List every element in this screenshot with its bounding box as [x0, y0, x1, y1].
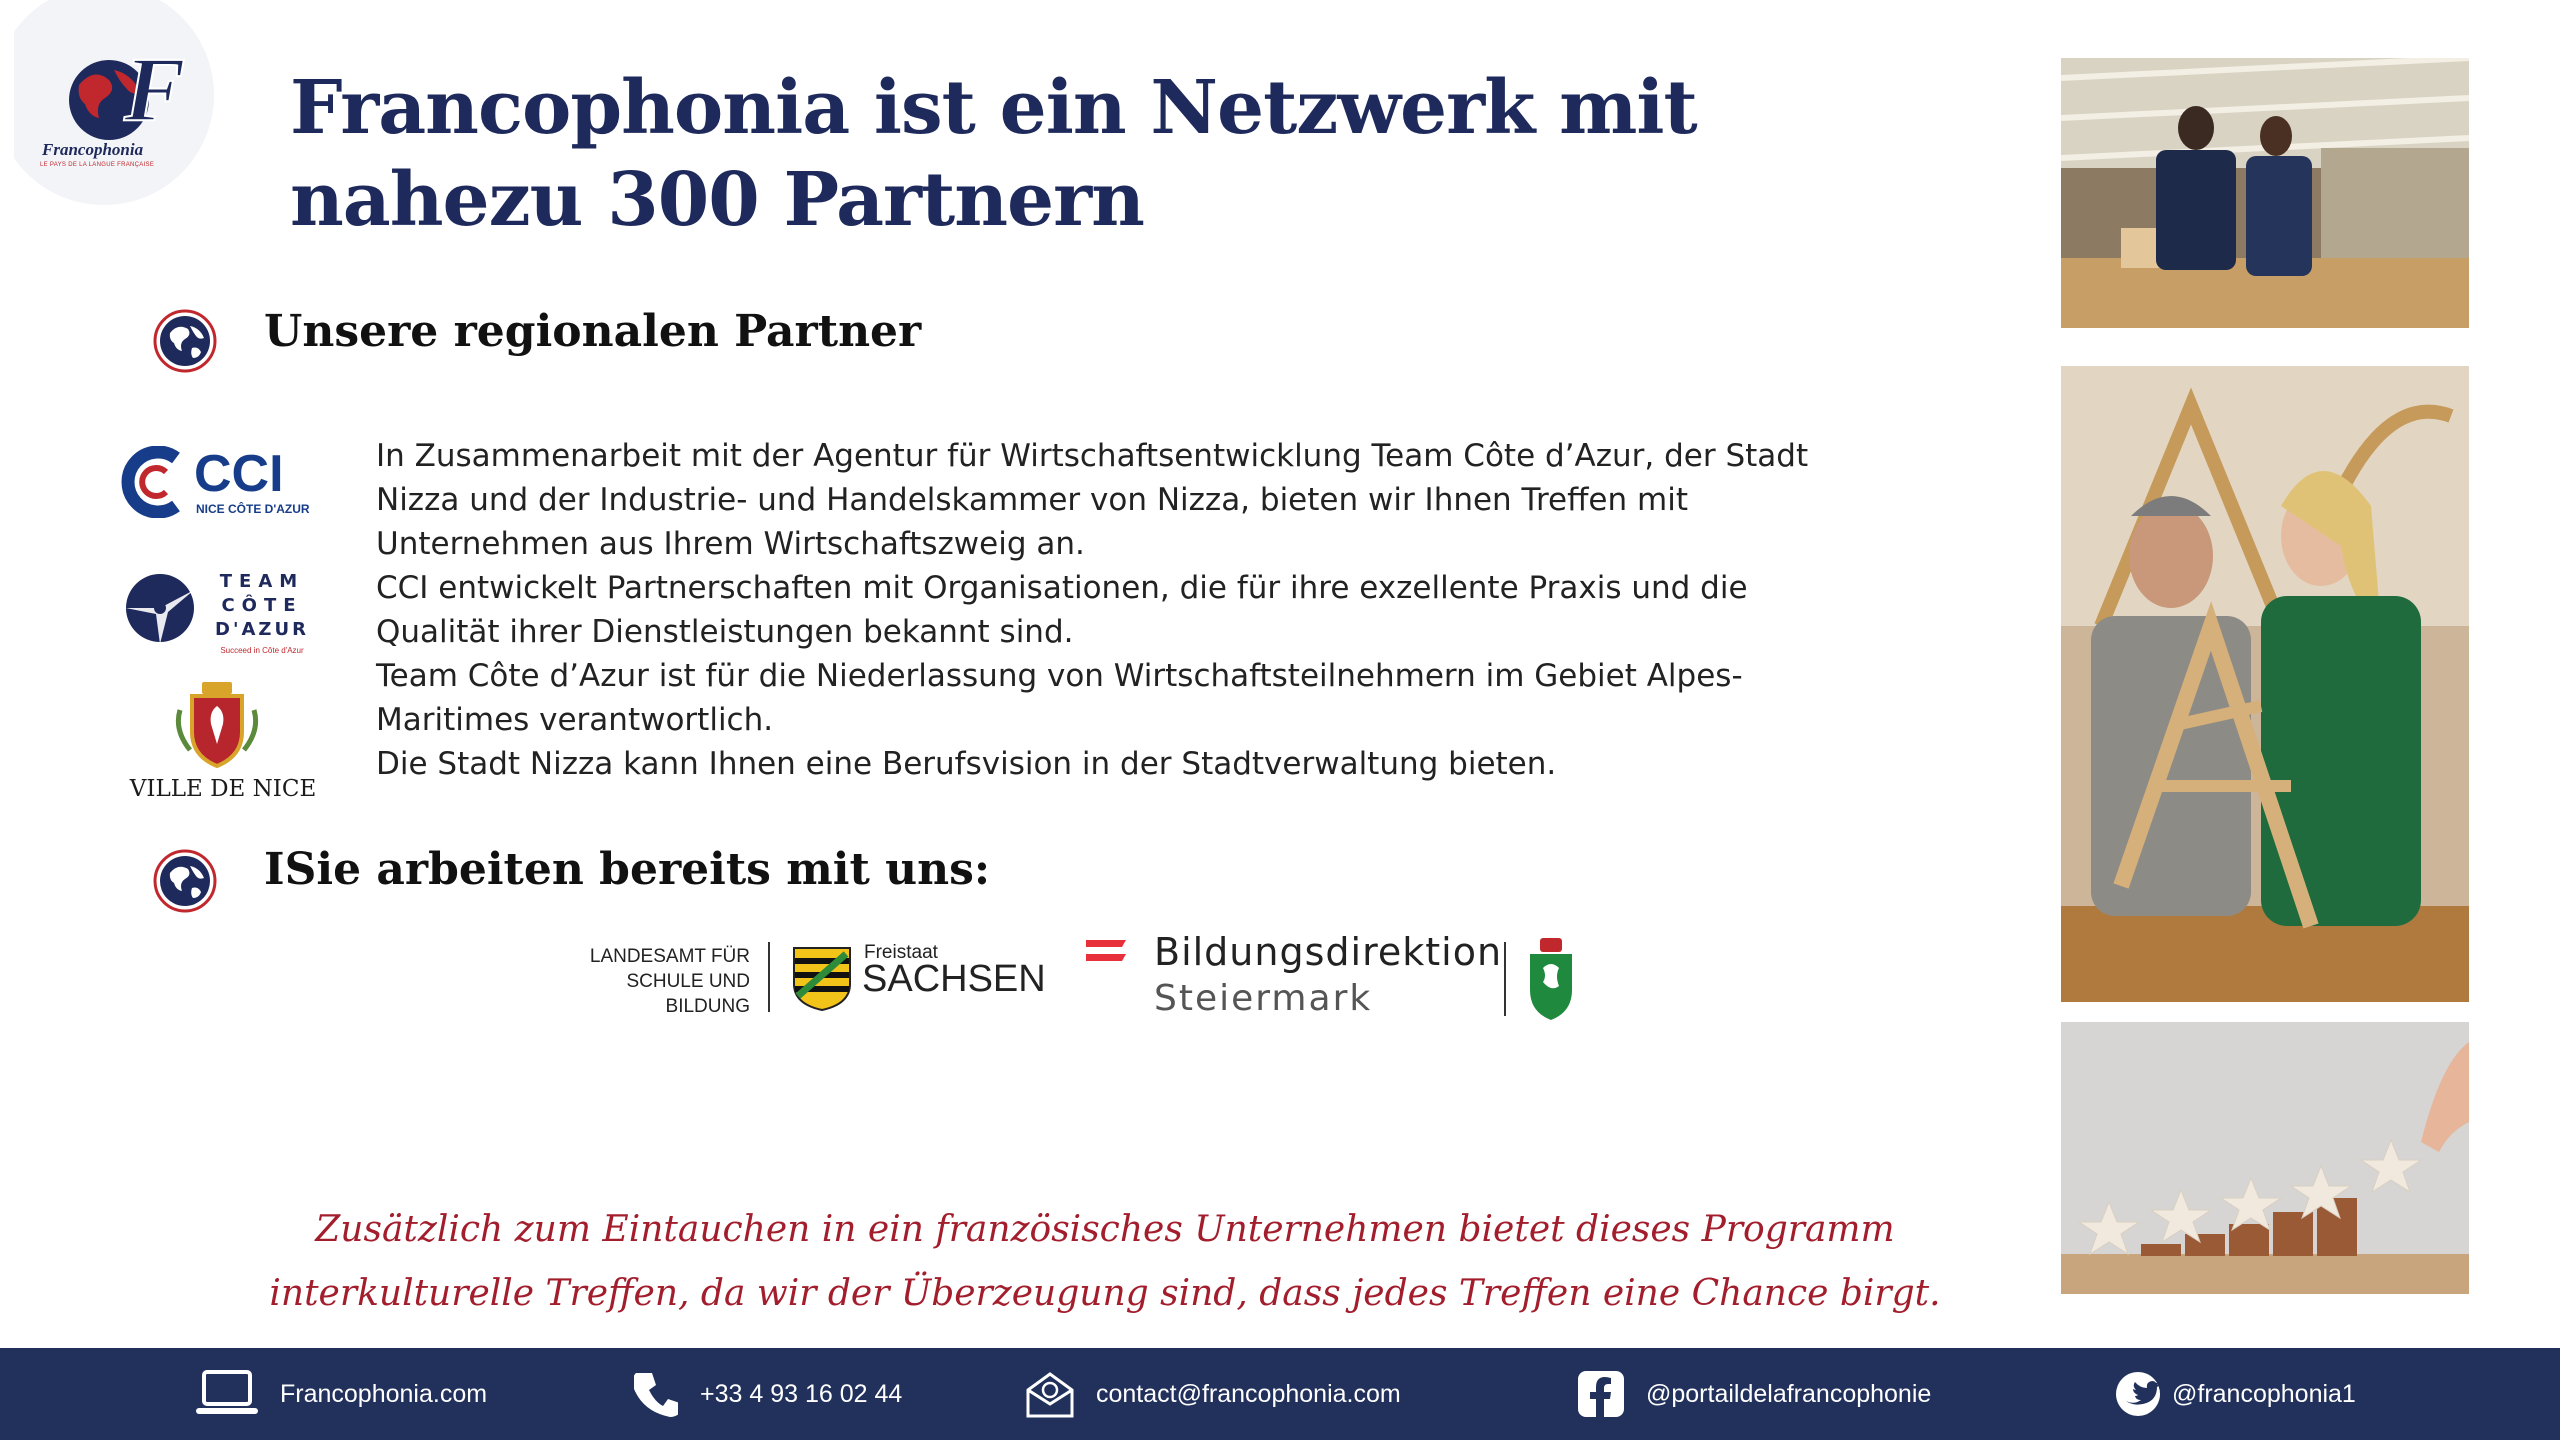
cci-name: CCI	[194, 445, 284, 503]
photo-workshop-students	[2061, 58, 2469, 328]
section-heading-regional: Unsere regionalen Partner	[264, 306, 922, 357]
logo-brand: Francophonia	[42, 140, 144, 159]
lasub-sachsen-logo	[540, 936, 1046, 1017]
footer-facebook[interactable]	[1578, 1348, 1931, 1440]
email-icon	[1026, 1370, 1074, 1418]
bildung-line1: Bildungsdirektion	[1154, 930, 1503, 974]
closing-statement: Zusätzlich zum Eintauchen in ein französisches Unternehmen bietet dieses Programm interkulturelle Treffen, da wir der Überzeugung sind, dass jedes Treffen eine Chance birgt.	[269, 1209, 1941, 1314]
sachsen-big: SACHSEN	[862, 958, 1046, 1000]
cci-sub: NICE CÔTE D'AZUR	[196, 502, 310, 516]
footer-website-text[interactable]: Francophonia.com	[280, 1379, 488, 1408]
lasub-line1: LANDESAMT FÜR	[589, 946, 750, 967]
footer-twitter-text[interactable]: @francophonia1	[2172, 1379, 2356, 1408]
body-paragraph-1: In Zusammenarbeit mit der Agentur für Wirtschaftsentwicklung Team Côte d’Azur, der Stadt Nizza und der Industrie- und Handelskammer von Nizza, bieten wir Ihnen Treffen mit Unternehmen aus Ihrem Wirtschaftszweig an.	[376, 438, 1809, 562]
footer-bar	[0, 1348, 2560, 1440]
team-line2: CÔTE	[221, 595, 303, 616]
logo-globe-icon	[14, 0, 219, 210]
footer-phone[interactable]	[634, 1348, 902, 1440]
partner-description	[376, 434, 1866, 786]
cci-mark-icon	[118, 446, 188, 518]
footer-website[interactable]	[196, 1348, 487, 1440]
photo-rating-stars	[2061, 1022, 2469, 1294]
laptop-icon	[196, 1370, 258, 1418]
steiermark-coat-of-arms-icon	[1528, 938, 1574, 1022]
team-cote-dazur-logo	[124, 566, 314, 656]
team-star-icon	[124, 570, 196, 646]
team-line3: D'AZUR	[215, 619, 309, 640]
nice-name: VILLE DE NICE	[129, 776, 317, 802]
team-line1: TEAM	[219, 571, 305, 592]
bildungsdirektion-logo	[1082, 930, 1582, 1026]
photo-carpentry-mentor	[2061, 366, 2469, 1002]
body-paragraph-2: CCI entwickelt Partnerschaften mit Organisationen, die für ihre exzellente Praxis und die Qualität ihrer Dienstleistungen bekannt sind.	[376, 570, 1748, 650]
phone-icon	[634, 1371, 678, 1417]
footer-twitter[interactable]	[2116, 1348, 2356, 1440]
svg-text:F: F	[124, 38, 186, 140]
footer-email[interactable]	[1026, 1348, 1401, 1440]
body-paragraph-4: Die Stadt Nizza kann Ihnen eine Berufsvision in der Stadtverwaltung bieten.	[376, 746, 1557, 782]
footer-facebook-text[interactable]: @portaildelafrancophonie	[1646, 1379, 1932, 1408]
francophonia-logo	[14, 0, 219, 210]
globe-icon	[152, 848, 218, 914]
austria-flag-icon	[1086, 938, 1130, 964]
sachsen-coat-of-arms-icon	[792, 946, 852, 1012]
bildung-line2: Steiermark	[1154, 978, 1373, 1019]
cci-logo	[118, 446, 318, 520]
twitter-icon	[2116, 1372, 2160, 1416]
body-paragraph-3: Team Côte d’Azur ist für die Niederlassung von Wirtschaftsteilnehmern im Gebiet Alpes-Maritimes verantwortlich.	[376, 658, 1743, 738]
lasub-line2: SCHULE UND BILDUNG	[626, 971, 750, 1017]
footer-email-text[interactable]: contact@francophonia.com	[1096, 1379, 1401, 1408]
section-heading-collaborators: ISie arbeiten bereits mit uns:	[264, 844, 991, 895]
footer-phone-text[interactable]: +33 4 93 16 02 44	[700, 1379, 903, 1408]
team-tagline: Succeed in Côte d'Azur	[220, 646, 304, 655]
facebook-icon	[1578, 1371, 1624, 1417]
globe-icon	[152, 308, 218, 374]
page-title: Francophonia ist ein Netzwerk mit nahezu 300 Partnern	[290, 65, 1697, 243]
ville-de-nice-logo	[124, 680, 317, 808]
sachsen-small: Freistaat	[864, 942, 938, 963]
nice-coat-of-arms-icon	[172, 680, 262, 772]
logo-tagline: LE PAYS DE LA LANGUE FRANÇAISE	[40, 162, 155, 168]
